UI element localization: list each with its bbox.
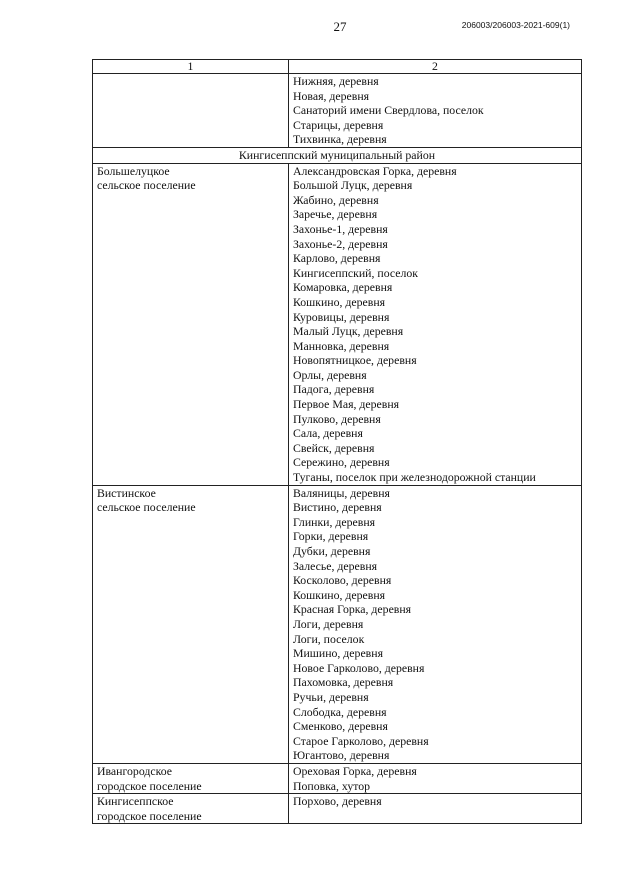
settlement-item: Первое Мая, деревня bbox=[293, 397, 400, 412]
settlement-item: Карлово, деревня bbox=[293, 251, 381, 266]
municipality-name-cell bbox=[93, 163, 289, 485]
settlements-cell bbox=[289, 794, 582, 824]
settlement-item: Логи, поселок bbox=[293, 631, 365, 646]
municipality-name-cell bbox=[93, 763, 289, 793]
settlement-item: Югантово, деревня bbox=[293, 748, 390, 763]
settlement-item: Слободка, деревня bbox=[293, 704, 387, 719]
municipality-name-cell bbox=[93, 794, 289, 824]
settlement-item: Кошкино, деревня bbox=[293, 587, 386, 602]
municipality-name-line: городское поселение bbox=[97, 808, 202, 823]
settlement-item: Туганы, поселок при железнодорожной станции bbox=[293, 470, 536, 485]
municipality-row bbox=[93, 794, 582, 824]
column-header-2: 2 bbox=[289, 60, 582, 74]
municipality-name-line: Большелуцкое bbox=[97, 163, 170, 178]
settlement-item: Александровская Горка, деревня bbox=[293, 163, 457, 178]
settlement-item: Сала, деревня bbox=[293, 426, 363, 441]
settlement-item: Старицы, деревня bbox=[293, 117, 384, 132]
settlement-item: Валяницы, деревня bbox=[293, 485, 390, 500]
continuation-settlements-cell bbox=[289, 74, 582, 148]
settlements-table bbox=[92, 59, 582, 824]
settlement-item: Новая, деревня bbox=[293, 88, 370, 103]
municipality-name-line: сельское поселение bbox=[97, 178, 196, 193]
municipality-name-cell bbox=[93, 485, 289, 763]
section-row bbox=[93, 147, 582, 163]
settlements-cell bbox=[289, 163, 582, 485]
settlement-item: Новопятницкое, деревня bbox=[293, 353, 417, 368]
settlement-item: Ореховая Горка, деревня bbox=[293, 763, 417, 778]
settlement-item: Красная Горка, деревня bbox=[293, 602, 412, 617]
settlement-item: Санаторий имени Свердлова, поселок bbox=[293, 103, 484, 118]
table-header-row bbox=[93, 60, 582, 74]
settlement-item: Малый Луцк, деревня bbox=[293, 324, 404, 339]
municipality-name-line: Ивангородское bbox=[97, 763, 173, 778]
settlement-item: Кошкино, деревня bbox=[293, 294, 386, 309]
continuation-row bbox=[93, 74, 582, 148]
settlements-cell bbox=[289, 485, 582, 763]
settlement-item: Дубки, деревня bbox=[293, 544, 371, 558]
municipality-name-line: Кингисеппское bbox=[97, 794, 174, 809]
municipality-row bbox=[93, 485, 582, 763]
document-id: 206003/206003-2021-609(1) bbox=[461, 20, 570, 30]
settlement-item: Кингисеппский, поселок bbox=[293, 265, 419, 280]
settlement-item: Орлы, деревня bbox=[293, 367, 367, 382]
settlement-item: Захонье-2, деревня bbox=[293, 236, 388, 251]
municipality-row bbox=[93, 763, 582, 793]
settlement-item: Мишино, деревня bbox=[293, 646, 383, 661]
settlement-item: Падога, деревня bbox=[293, 382, 375, 397]
settlement-item: Большой Луцк, деревня bbox=[293, 178, 413, 193]
settlement-item: Манновка, деревня bbox=[293, 338, 390, 353]
settlement-item: Свейск, деревня bbox=[293, 440, 375, 455]
settlement-item: Жабино, деревня bbox=[293, 192, 379, 207]
column-header-1: 1 bbox=[93, 60, 289, 74]
settlement-item: Нижняя, деревня bbox=[293, 74, 379, 88]
settlement-item: Пахомовка, деревня bbox=[293, 675, 394, 690]
settlement-item: Порхово, деревня bbox=[293, 794, 382, 809]
settlement-item: Логи, деревня bbox=[293, 616, 364, 631]
settlement-item: Пулково, деревня bbox=[293, 411, 381, 426]
page-number: 27 bbox=[333, 19, 347, 34]
settlement-item: Комаровка, деревня bbox=[293, 280, 393, 295]
settlement-item: Куровицы, деревня bbox=[293, 309, 390, 324]
municipality-row bbox=[93, 163, 582, 485]
settlement-item: Ручьи, деревня bbox=[293, 689, 369, 704]
settlement-item: Захонье-1, деревня bbox=[293, 221, 388, 236]
municipality-name-line: Вистинское bbox=[97, 485, 156, 500]
settlement-item: Косколово, деревня bbox=[293, 573, 392, 588]
settlement-item: Заречье, деревня bbox=[293, 207, 378, 222]
settlements-cell bbox=[289, 763, 582, 793]
settlement-item: Новое Гарколово, деревня bbox=[293, 660, 425, 675]
settlement-item: Сменково, деревня bbox=[293, 719, 388, 734]
settlement-item: Поповка, хутор bbox=[293, 778, 371, 793]
continuation-municipality-cell bbox=[93, 74, 289, 148]
settlement-item: Глинки, деревня bbox=[293, 514, 376, 529]
section-title: Кингисеппский муниципальный район bbox=[93, 147, 582, 163]
settlement-item: Вистино, деревня bbox=[293, 500, 382, 515]
settlement-item: Тихвинка, деревня bbox=[293, 132, 387, 147]
settlement-item: Старое Гарколово, деревня bbox=[293, 733, 429, 748]
municipality-name-line: городское поселение bbox=[97, 778, 202, 793]
settlement-item: Залесье, деревня bbox=[293, 558, 378, 573]
settlement-item: Горки, деревня bbox=[293, 529, 369, 544]
municipality-name-line: сельское поселение bbox=[97, 500, 196, 515]
settlement-item: Сережино, деревня bbox=[293, 455, 390, 470]
